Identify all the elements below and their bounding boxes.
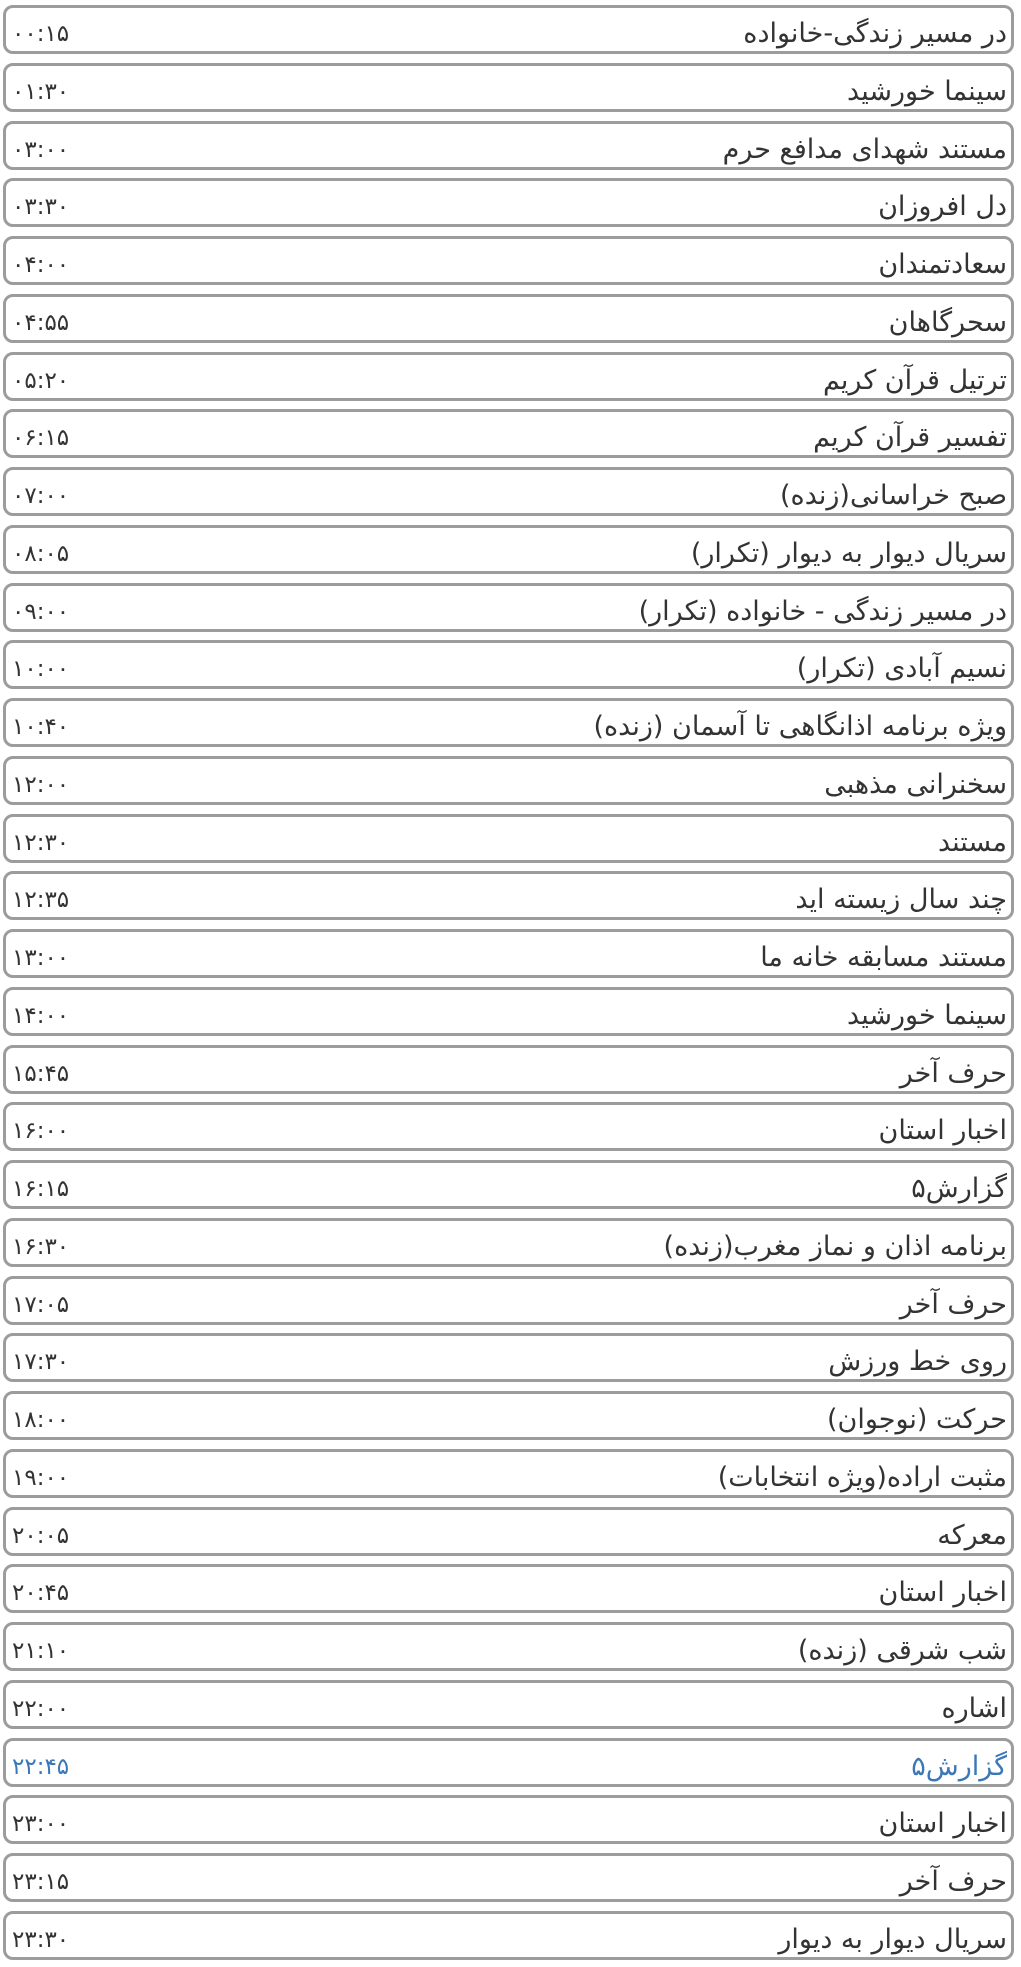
program-time: ۱۵:۴۵ <box>12 1061 70 1087</box>
program-title: دل افروزان <box>878 191 1007 222</box>
program-time: ۱۹:۰۰ <box>12 1465 70 1491</box>
schedule-row[interactable] <box>3 1622 1014 1671</box>
schedule-row[interactable] <box>3 294 1014 343</box>
program-time: ۲۳:۳۰ <box>12 1927 70 1953</box>
program-time: ۱۲:۰۰ <box>12 772 70 798</box>
program-time: ۰۸:۰۵ <box>12 541 70 567</box>
program-title: سینما خورشید <box>847 1000 1007 1031</box>
program-time: ۱۲:۳۰ <box>12 830 70 856</box>
program-title: حرف آخر <box>899 1866 1007 1897</box>
schedule-row[interactable] <box>3 583 1014 632</box>
program-time: ۰۴:۵۵ <box>12 310 70 336</box>
schedule-row[interactable] <box>3 5 1014 54</box>
program-title: نسیم آبادی (تکرار) <box>796 653 1007 684</box>
schedule-row[interactable] <box>3 987 1014 1036</box>
schedule-row[interactable] <box>3 1102 1014 1151</box>
program-title: حرف آخر <box>899 1058 1007 1089</box>
schedule-row[interactable] <box>3 640 1014 689</box>
schedule-row[interactable] <box>3 1218 1014 1267</box>
program-title: ترتیل قرآن کریم <box>822 365 1007 396</box>
program-time: ۰۳:۰۰ <box>12 137 70 163</box>
program-title: سینما خورشید <box>847 76 1007 107</box>
program-title: گزارش۵ <box>911 1173 1007 1204</box>
schedule-row[interactable] <box>3 178 1014 227</box>
program-title: مستند مسابقه خانه ما <box>760 942 1007 973</box>
program-title: سخنرانی مذهبی <box>824 769 1007 800</box>
program-time: ۱۷:۳۰ <box>12 1349 70 1375</box>
program-title: سریال دیوار به دیوار (تکرار) <box>690 538 1007 569</box>
program-time: ۰۵:۲۰ <box>12 368 70 394</box>
program-title: ویژه برنامه اذانگاهی تا آسمان (زنده) <box>593 711 1007 742</box>
program-title: گزارش۵ <box>911 1751 1007 1782</box>
program-title: برنامه اذان و نماز مغرب(زنده) <box>663 1231 1007 1262</box>
program-time: ۱۶:۱۵ <box>12 1176 70 1202</box>
program-time: ۰۷:۰۰ <box>12 483 70 509</box>
schedule-row[interactable] <box>3 698 1014 747</box>
program-time: ۲۲:۰۰ <box>12 1696 70 1722</box>
program-title: اخبار استان <box>878 1808 1007 1839</box>
program-time: ۰۶:۱۵ <box>12 425 70 451</box>
schedule-row[interactable] <box>3 352 1014 401</box>
program-time: ۰۱:۳۰ <box>12 79 70 105</box>
schedule-row[interactable] <box>3 236 1014 285</box>
schedule-row[interactable] <box>3 1160 1014 1209</box>
program-title: مستند <box>937 827 1007 858</box>
program-time: ۱۴:۰۰ <box>12 1003 70 1029</box>
program-title: در مسیر زندگی - خانواده (تکرار) <box>638 596 1007 627</box>
program-title: چند سال زیسته اید <box>795 884 1007 915</box>
program-time: ۱۶:۰۰ <box>12 1118 70 1144</box>
schedule-row[interactable] <box>3 1507 1014 1556</box>
schedule-row[interactable] <box>3 1045 1014 1094</box>
program-title: مثبت اراده(ویژه انتخابات) <box>717 1462 1007 1493</box>
program-time: ۱۲:۳۵ <box>12 887 70 913</box>
program-title: حرکت (نوجوان) <box>826 1404 1007 1435</box>
program-title: اخبار استان <box>878 1115 1007 1146</box>
program-title: تفسیر قرآن کریم <box>813 422 1007 453</box>
schedule-row[interactable] <box>3 467 1014 516</box>
schedule-row[interactable] <box>3 756 1014 805</box>
schedule-row[interactable] <box>3 63 1014 112</box>
program-title: سحرگاهان <box>888 307 1007 338</box>
program-time: ۱۳:۰۰ <box>12 945 70 971</box>
schedule-row[interactable] <box>3 1276 1014 1325</box>
program-title: روی خط ورزش <box>828 1346 1007 1377</box>
program-time: ۰۹:۰۰ <box>12 599 70 625</box>
schedule-row[interactable] <box>3 1911 1014 1960</box>
program-time: ۱۸:۰۰ <box>12 1407 70 1433</box>
program-title: سریال دیوار به دیوار <box>778 1924 1007 1955</box>
program-time: ۱۰:۰۰ <box>12 656 70 682</box>
schedule-row[interactable] <box>3 409 1014 458</box>
program-time: ۲۳:۱۵ <box>12 1869 70 1895</box>
schedule-row[interactable] <box>3 1333 1014 1382</box>
program-title: شب شرقی (زنده) <box>797 1635 1007 1666</box>
program-time: ۰۳:۳۰ <box>12 194 70 220</box>
schedule-row[interactable] <box>3 1680 1014 1729</box>
program-time: ۱۷:۰۵ <box>12 1292 70 1318</box>
schedule-row[interactable] <box>3 871 1014 920</box>
program-title: صبح خراسانی(زنده) <box>780 480 1007 511</box>
schedule-row[interactable] <box>3 1449 1014 1498</box>
schedule-row[interactable] <box>3 1853 1014 1902</box>
program-time: ۲۱:۱۰ <box>12 1638 70 1664</box>
schedule-row[interactable] <box>3 1564 1014 1613</box>
program-time: ۰۰:۱۵ <box>12 21 70 47</box>
program-title: معرکه <box>937 1520 1007 1551</box>
program-time: ۲۰:۴۵ <box>12 1580 70 1606</box>
schedule-row[interactable] <box>3 121 1014 170</box>
schedule-row[interactable] <box>3 814 1014 863</box>
program-time: ۱۶:۳۰ <box>12 1234 70 1260</box>
schedule-row-current[interactable] <box>3 1738 1014 1787</box>
schedule-row[interactable] <box>3 525 1014 574</box>
program-title: در مسیر زندگی-خانواده <box>743 18 1007 49</box>
program-title: اخبار استان <box>878 1577 1007 1608</box>
program-time: ۲۳:۰۰ <box>12 1811 70 1837</box>
program-time: ۰۴:۰۰ <box>12 252 70 278</box>
program-time: ۱۰:۴۰ <box>12 714 70 740</box>
program-time: ۲۰:۰۵ <box>12 1523 70 1549</box>
program-title: حرف آخر <box>899 1289 1007 1320</box>
schedule-row[interactable] <box>3 1795 1014 1844</box>
program-title: مستند شهدای مدافع حرم <box>722 134 1007 165</box>
program-time: ۲۲:۴۵ <box>12 1754 70 1780</box>
schedule-row[interactable] <box>3 929 1014 978</box>
program-title: سعادتمندان <box>878 249 1007 280</box>
schedule-row[interactable] <box>3 1391 1014 1440</box>
program-title: اشاره <box>941 1693 1007 1724</box>
